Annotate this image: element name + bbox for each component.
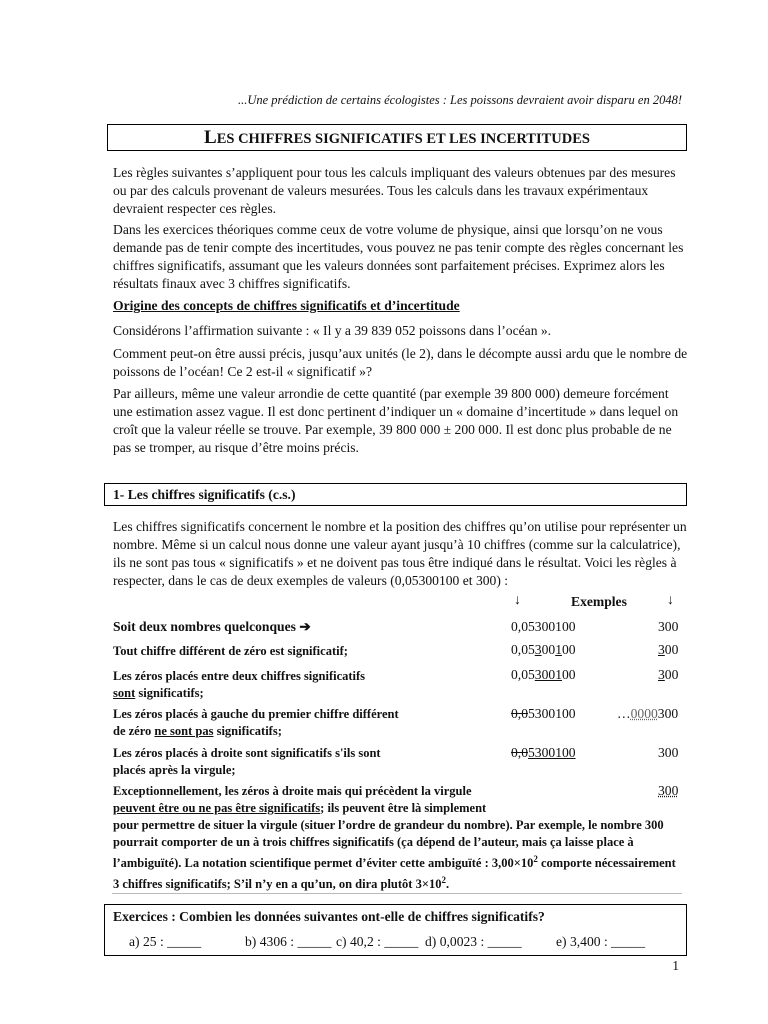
page-number: 1 (672, 958, 679, 973)
right-arrow-icon: ➔ (299, 619, 311, 634)
down-arrow-icon: ↓ (514, 593, 521, 608)
example-value-1: 0,05300100 (511, 619, 576, 634)
title-rest: ES CHIFFRES SIGNIFICATIFS ET LES INCERTITUDES (216, 131, 590, 147)
exercise-b: b) 4306 : _____ (245, 934, 332, 949)
exercise-e: e) 3,400 : _____ (556, 934, 646, 949)
example-value-2: 300 (658, 783, 679, 798)
down-arrow-icon: ↓ (667, 593, 674, 608)
divider (112, 893, 682, 894)
example-value-1: 0,05300100 (511, 642, 576, 657)
rule-nonzero: Tout chiffre différent de zéro est significatif; (113, 644, 348, 658)
page-title (107, 124, 687, 151)
rule-row-intro (113, 619, 311, 635)
rule-label: Soit deux nombres quelconques (113, 619, 296, 634)
header-quote: ...Une prédiction de certains écologistes : Les poissons devraient avoir disparu en 2048! (237, 93, 682, 107)
example-value-2: 300 (658, 619, 679, 634)
rule-zeros-between: Les zéros placés entre deux chiffres significatifs sont significatifs; (113, 669, 366, 700)
origin-paragraph-2: Comment peut-on être aussi précis, jusqu’aux unités (le 2), dans le décompte aussi ardu que le nombre de poissons de l’océan! Ce 2 est-il « significatif »? (113, 346, 688, 379)
rule-leading-zeros: Les zéros placés à gauche du premier chiffre différent de zéro ne sont pas significatifs; (113, 707, 399, 738)
examples-header: Exemples (571, 594, 627, 609)
rule-trailing-zeros-decimal: Les zéros placés à droite sont significatifs s'ils sont placés après la virgule; (113, 746, 381, 777)
intro-paragraph-2: Dans les exercices théoriques comme ceux de votre volume de physique, ainsi que lorsqu’on ne vous demande pas de tenir compte des incertitudes, vous pouvez ne pas tenir compte des règles concernant les chiffres significatifs, assumant que les valeurs données sont parfaitement précises. Exprimez alors les résultats finaux avec 3 chiffres significatifs. (113, 222, 684, 291)
origin-heading: Origine des concepts de chiffres significatifs et d’incertitude (113, 298, 460, 313)
title-first-letter: L (204, 127, 217, 148)
example-value-1: 0,05300100 (511, 745, 576, 760)
section-1-title: 1- Les chiffres significatifs (c.s.) (104, 483, 687, 506)
origin-paragraph-1: Considérons l’affirmation suivante : « Il y a 39 839 052 poissons dans l’océan ». (113, 323, 552, 338)
exercise-a: a) 25 : _____ (129, 934, 202, 949)
example-value-2: 300 (658, 642, 679, 657)
exercises-title: Exercices : Combien les données suivantes ont-elle de chiffres significatifs? (113, 909, 545, 924)
section-1-paragraph: Les chiffres significatifs concernent le nombre et la position des chiffres qu’on utilise pour représenter un nombre. Même si un calcul nous donne une valeur ayant jusqu’à 10 chiffres (comme sur la calculatrice), ils ne sont pas tous « significatifs » et ne doivent pas tous être indiqué dans le résultat. Voici les règles à respecter, dans le cas de deux exemples de valeurs (0,05300100 et 300) : (113, 519, 687, 588)
intro-paragraph-1: Les règles suivantes s’appliquent pour tous les calculs impliquant des valeurs obtenues par des mesures ou par des calculs provenant de valeurs mesurées. Tous les calculs dans les travaux expérimentaux devraient respecter ces règles. (113, 165, 676, 216)
exercise-d: d) 0,0023 : _____ (425, 934, 522, 949)
origin-paragraph-3: Par ailleurs, même une valeur arrondie de cette quantité (par exemple 39 800 000) demeure forcément une estimation assez vague. Il est donc pertinent d’indiquer un « domaine d’incertitude » dans lequel on croît que la valeur réelle se trouve. Par exemple, 39 800 000 ± 200 000. Il est donc plus probable de ne pas se tromper, au risque d’être moins précis. (113, 386, 679, 455)
exercise-c: c) 40,2 : _____ (336, 934, 419, 949)
example-value-1: 0,05300100 (511, 706, 576, 721)
example-value-1: 0,05300100 (511, 667, 576, 682)
example-value-2: 300 (658, 667, 679, 682)
rule-exception: Exceptionnellement, les zéros à droite mais qui précèdent la virgule peuvent être ou ne pas être significatifs; ils peuvent être là simplement pour permettre de situer la virgule (situer l’ordre de grandeur du nombre). Par exemple, le nombre 300 pourrait comporter de un à trois chiffres significatifs (ça dépend de l’auteur, mais ça laisse place à l’ambiguïté). La notation scientifique permet d’éviter cette ambiguïté : $3,00\times 10^2$ comporte nécessairement 3 chiffres significatifs; S’il n’y en a qu’un, on dira plutôt $3\times 10^2$. (113, 784, 676, 892)
example-value-2: 300 (658, 745, 679, 760)
example-value-2: …0000300 (617, 706, 679, 721)
